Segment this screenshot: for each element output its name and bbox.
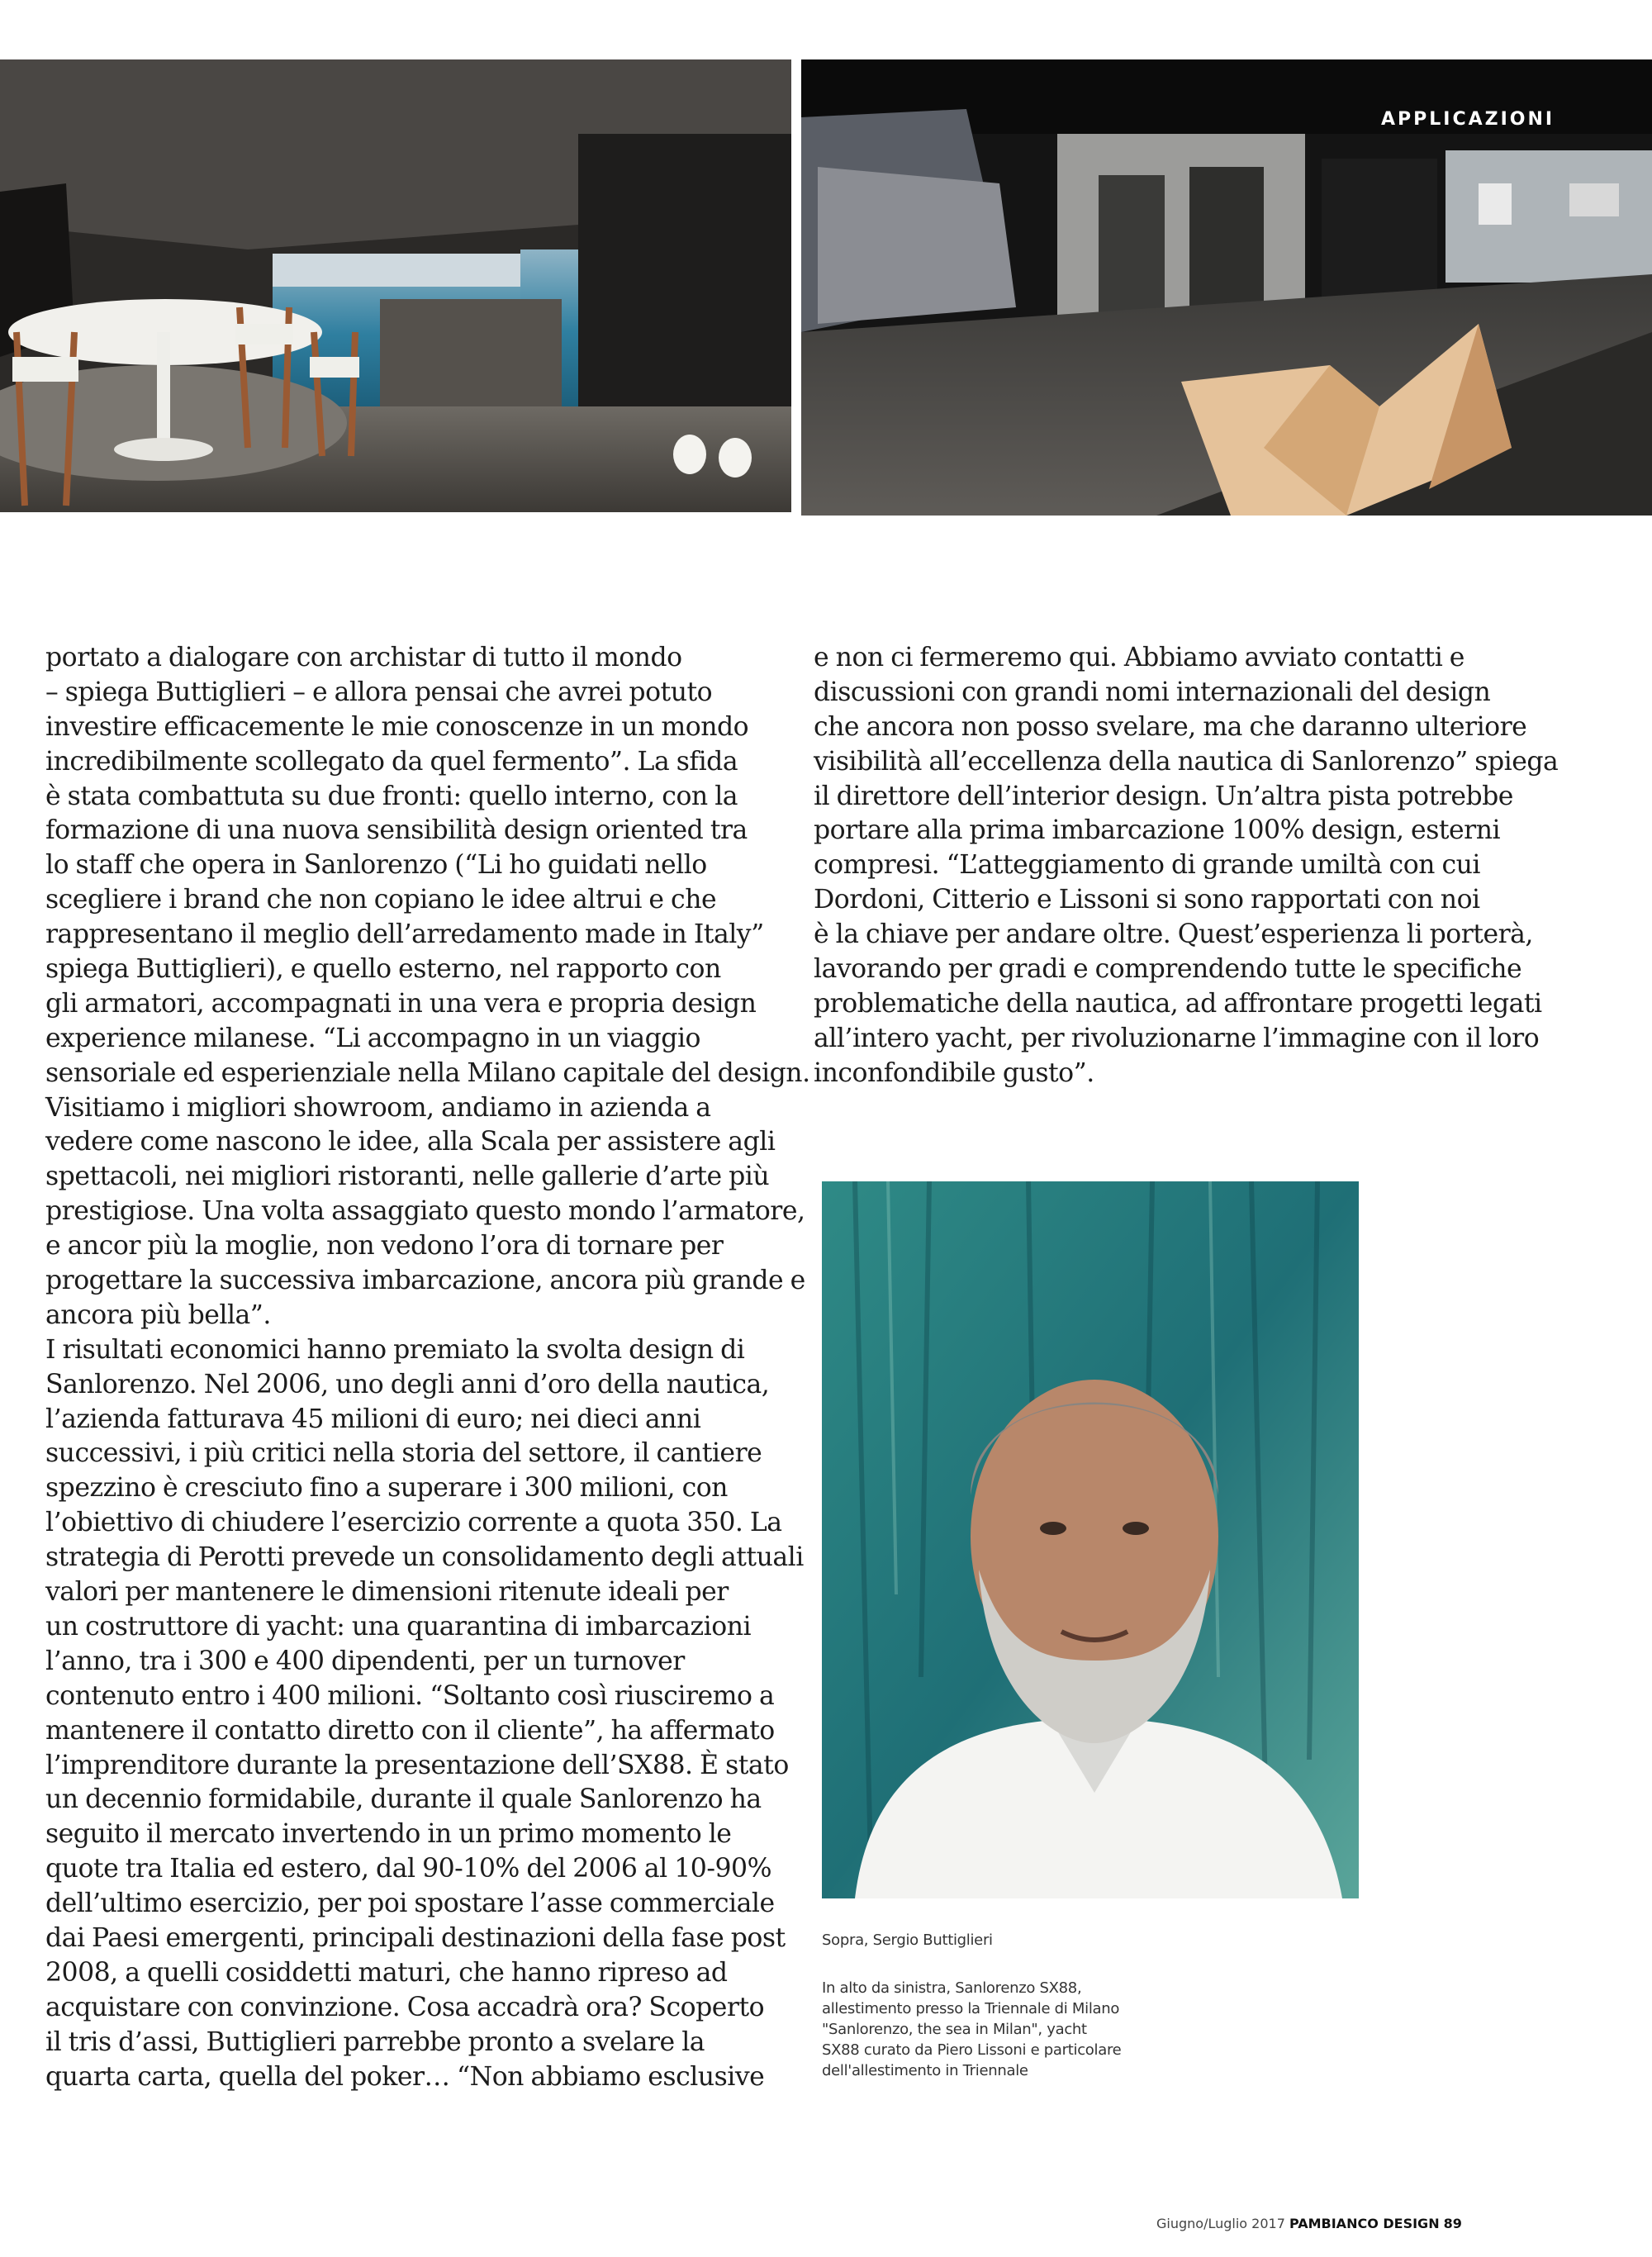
- text-line: portare alla prima imbarcazione 100% design, esterni: [814, 815, 1501, 846]
- text-line: sensoriale ed esperienziale nella Milano capitale del design.: [45, 1057, 810, 1088]
- text-line: Sanlorenzo. Nel 2006, uno degli anni d’oro della nautica,: [45, 1369, 770, 1399]
- text-line: acquistare con convinzione. Cosa accadrà ora? Scoperto: [45, 1992, 765, 2022]
- text-line: compresi. “L’atteggiamento di grande umiltà con cui: [814, 850, 1480, 881]
- text-line: dell’ultimo esercizio, per poi spostare l’asse commerciale: [45, 1889, 775, 1919]
- portrait-caption: Sopra, Sergio Buttiglieri: [822, 1932, 993, 1949]
- page-number: 89: [1443, 2216, 1462, 2231]
- text-line: spezzino è cresciuto fino a superare i 300 milioni, con: [45, 1473, 728, 1504]
- text-line: experience milanese. “Li accompagno in un viaggio: [45, 1023, 700, 1053]
- text-line: spiega Buttiglieri), e quello esterno, nel rapporto con: [45, 954, 721, 985]
- text-line: ancora più bella”.: [45, 1300, 271, 1330]
- photo-sergio-buttiglieri-portrait: [822, 1181, 1359, 1898]
- text-line: lavorando per gradi e comprendendo tutte le specifiche: [814, 954, 1522, 985]
- text-line: l’azienda fatturava 45 milioni di euro; nei dieci anni: [45, 1404, 701, 1434]
- text-line: problematiche della nautica, ad affrontare progetti legati: [814, 988, 1542, 1019]
- text-line: spettacoli, nei migliori ristoranti, nelle gallerie d’arte più: [45, 1162, 770, 1192]
- text-line: 2008, a quelli cosiddetti maturi, che hanno ripreso ad: [45, 1957, 728, 1988]
- text-line: è stata combattuta su due fronti: quello interno, con la: [45, 781, 738, 811]
- text-line: SX88 curato da Piero Lissoni e particolare: [822, 2041, 1122, 2059]
- text-line: In alto da sinistra, Sanlorenzo SX88,: [822, 1979, 1082, 1997]
- text-line: dell'allestimento in Triennale: [822, 2062, 1028, 2079]
- article-column-left: [45, 641, 810, 2094]
- photo-yacht-interior: [0, 59, 791, 512]
- text-line: I risultati economici hanno premiato la svolta design di: [45, 1334, 745, 1365]
- footer-issue: Giugno/Luglio 2017: [1156, 2216, 1285, 2231]
- text-line: strategia di Perotti prevede un consolidamento degli attuali: [45, 1542, 804, 1573]
- text-line: "Sanlorenzo, the sea in Milan", yacht: [822, 2021, 1087, 2038]
- text-line: inconfondibile gusto”.: [814, 1057, 1094, 1088]
- text-line: e non ci fermeremo qui. Abbiamo avviato contatti e: [814, 643, 1464, 672]
- text-line: Dordoni, Citterio e Lissoni si sono rapportati con noi: [814, 885, 1480, 915]
- text-line: quarta carta, quella del poker… “Non abbiamo esclusive: [45, 2061, 765, 2092]
- text-line: successivi, i più critici nella storia del settore, il cantiere: [45, 1438, 762, 1469]
- text-line: investire efficacemente le mie conoscenze in un mondo: [45, 711, 749, 742]
- text-line: Visitiamo i migliori showroom, andiamo in azienda a: [45, 1092, 711, 1123]
- text-line: valori per mantenere le dimensioni ritenute ideali per: [45, 1577, 729, 1608]
- text-line: mantenere il contatto diretto con il cliente”, ha affermato: [45, 1715, 775, 1746]
- text-line: discussioni con grandi nomi internazionali del design: [814, 677, 1491, 707]
- text-line: incredibilmente scollegato da quel fermento”. La sfida: [45, 746, 738, 777]
- text-line: dai Paesi emergenti, principali destinazioni della fase post: [45, 1922, 786, 1953]
- text-line: il direttore dell’interior design. Un’altra pista potrebbe: [814, 781, 1513, 811]
- text-line: che ancora non posso svelare, ma che daranno ulteriore: [814, 711, 1527, 742]
- text-line: contenuto entro i 400 milioni. “Soltanto così riusciremo a: [45, 1680, 775, 1711]
- text-line: vedere come nascono le idee, alla Scala per assistere agli: [45, 1127, 776, 1157]
- text-line: quote tra Italia ed estero, dal 90-10% del 2006 al 10-90%: [45, 1854, 771, 1884]
- text-line: lo staff che opera in Sanlorenzo (“Li ho guidati nello: [45, 850, 707, 881]
- text-line: prestigiose. Una volta assaggiato questo mondo l’armatore,: [45, 1196, 805, 1227]
- text-line: seguito il mercato invertendo in un primo momento le: [45, 1819, 732, 1850]
- text-line: e ancor più la moglie, non vedono l’ora di tornare per: [45, 1231, 724, 1262]
- text-line: all’intero yacht, per rivoluzionarne l’immagine con il loro: [814, 1023, 1540, 1053]
- text-line: un decennio formidabile, durante il quale Sanlorenzo ha: [45, 1784, 762, 1815]
- text-line: l’obiettivo di chiudere l’esercizio corrente a quota 350. La: [45, 1508, 782, 1538]
- text-line: l’imprenditore durante la presentazione dell’SX88. È stato: [45, 1750, 789, 1780]
- footer-brand: PAMBIANCO DESIGN: [1289, 2216, 1440, 2231]
- photo-caption: [822, 1978, 1284, 2081]
- text-line: scegliere i brand che non copiano le idee altrui e che: [45, 885, 717, 915]
- section-label: APPLICAZIONI: [1381, 109, 1555, 130]
- text-line: gli armatori, accompagnati in una vera e propria design: [45, 988, 757, 1019]
- text-line: formazione di una nuova sensibilità design oriented tra: [45, 815, 748, 846]
- text-line: portato a dialogare con archistar di tutto il mondo: [45, 643, 682, 672]
- text-line: il tris d’assi, Buttiglieri parrebbe pronto a svelare la: [45, 2027, 705, 2057]
- text-line: progettare la successiva imbarcazione, ancora più grande e: [45, 1266, 805, 1296]
- text-line: allestimento presso la Triennale di Milano: [822, 2000, 1120, 2017]
- text-line: è la chiave per andare oltre. Quest’esperienza li porterà,: [814, 919, 1533, 950]
- article-column-right: [814, 641, 1559, 1091]
- text-line: rappresentano il meglio dell’arredamento made in Italy”: [45, 919, 764, 950]
- text-line: l’anno, tra i 300 e 400 dipendenti, per un turnover: [45, 1646, 685, 1676]
- page-footer: [1156, 2216, 1553, 2231]
- text-line: un costruttore di yacht: una quarantina di imbarcazioni: [45, 1611, 752, 1642]
- text-line: visibilità all’eccellenza della nautica di Sanlorenzo” spiega: [814, 746, 1559, 777]
- text-line: – spiega Buttiglieri – e allora pensai che avrei potuto: [45, 677, 713, 707]
